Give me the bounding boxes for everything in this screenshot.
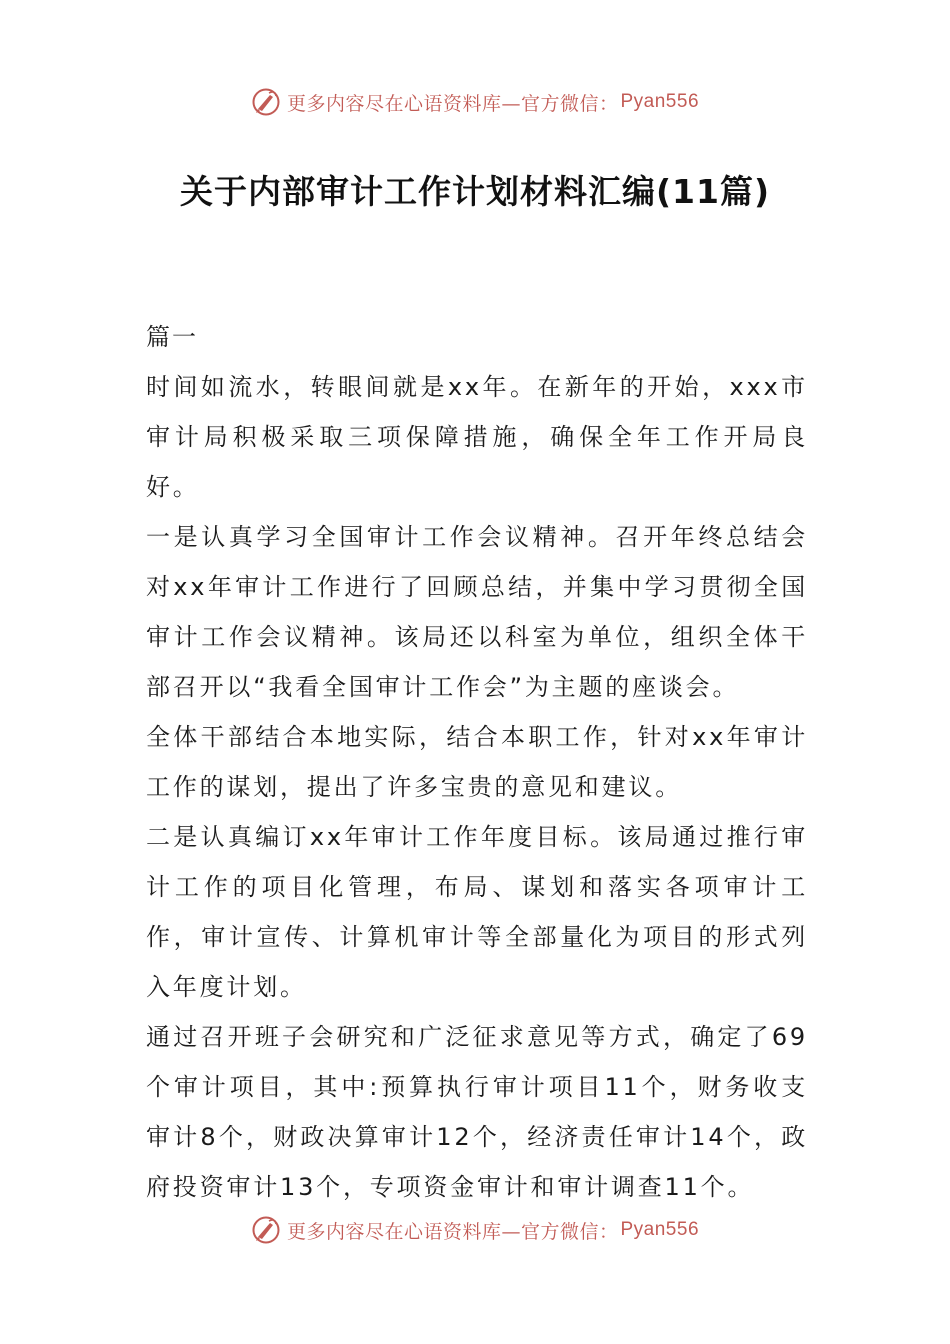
paragraph: 时间如流水，转眼间就是xx年。在新年的开始，xxx市审计局积极采取三项保障措施，确保全年工作开局良好。 — [146, 373, 808, 501]
paragraph: 全体干部结合本地实际，结合本职工作，针对xx年审计工作的谋划，提出了许多宝贵的意见和建议。 — [146, 723, 808, 801]
paragraph: 二是认真编订xx年审计工作年度目标。该局通过推行审计工作的项目化管理，布局、谋划和落实各项审计工作，审计宣传、计算机审计等全部量化为项目的形式列入年度计划。 — [146, 823, 808, 1001]
document-body — [146, 312, 808, 1212]
paragraph: 一是认真学习全国审计工作会议精神。召开年终总结会对xx年审计工作进行了回顾总结，并集中学习贯彻全国审计工作会议精神。该局还以科室为单位，组织全体干部召开以“我看全国审计工作会”为主题的座谈会。 — [146, 523, 808, 701]
watermark-wechat-id: Pyan556 — [620, 1219, 700, 1240]
section-label: 篇一 — [146, 323, 198, 351]
header-watermark — [0, 82, 950, 122]
watermark-text: 更多内容尽在心语资料库—官方微信： — [286, 92, 619, 115]
document-title: 关于内部审计工作计划材料汇编(11篇) — [179, 172, 771, 211]
watermark-wechat-id: Pyan556 — [620, 91, 700, 112]
paragraph: 通过召开班子会研究和广泛征求意见等方式，确定了69个审计项目，其中:预算执行审计项目11个，财务收支审计8个，财政决算审计12个，经济责任审计14个，政府投资审计13个，专项资金审计和审计调查11个。 — [146, 1023, 808, 1201]
pen-logo-icon — [251, 87, 281, 117]
watermark-text: 更多内容尽在心语资料库—官方微信： — [286, 1220, 619, 1243]
pen-logo-icon — [251, 1215, 281, 1245]
footer-watermark — [0, 1210, 950, 1250]
